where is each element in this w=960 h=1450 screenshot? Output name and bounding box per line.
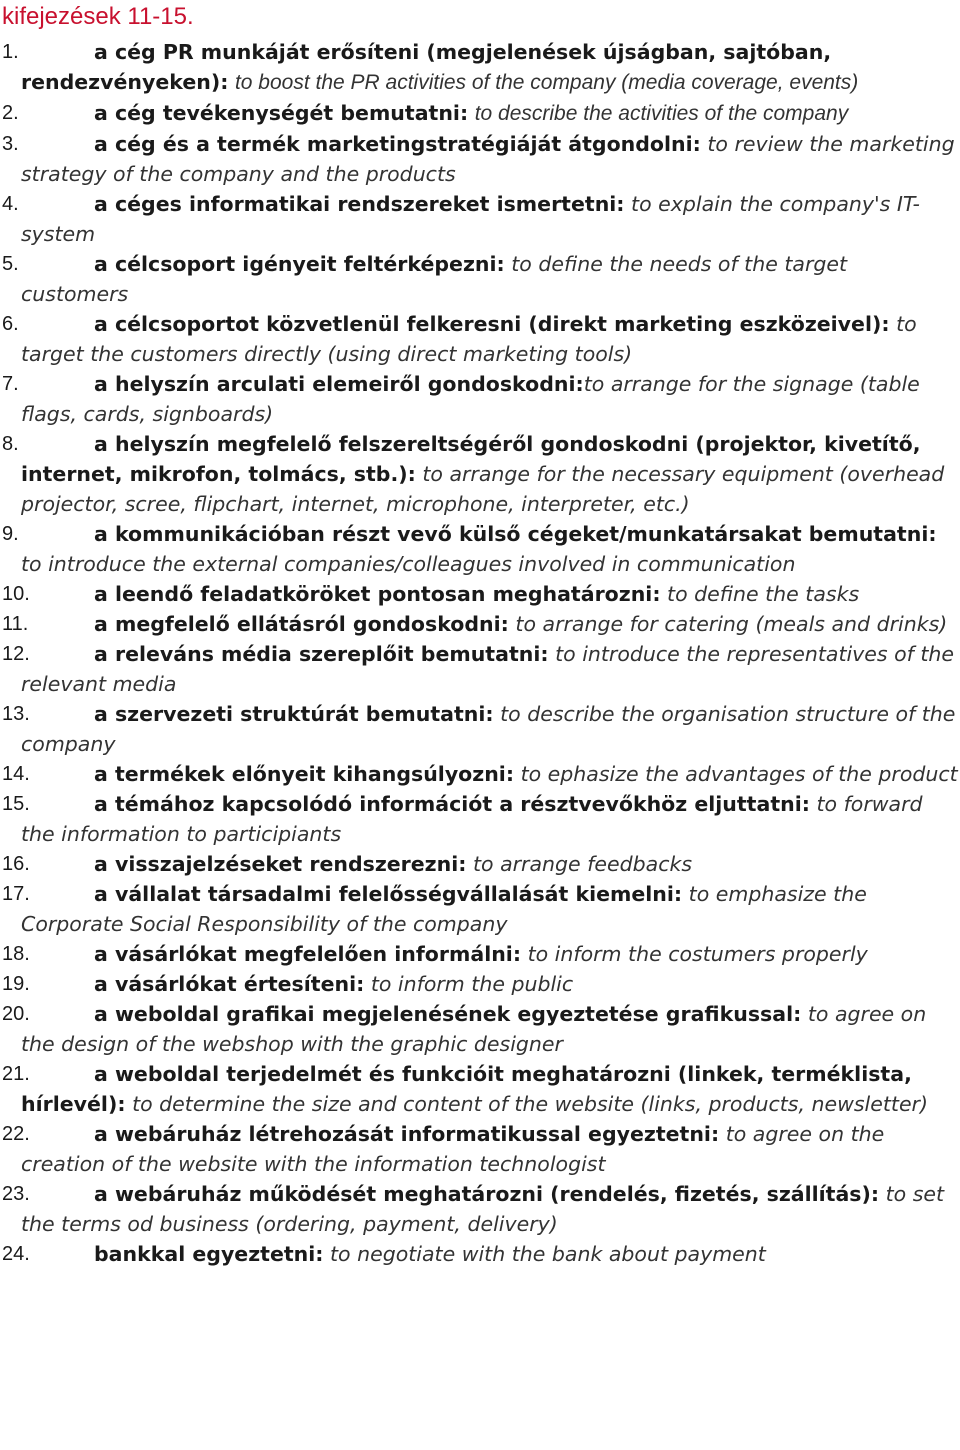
item-number: 10. — [2, 583, 30, 605]
item-number: 8. — [2, 433, 19, 455]
english-translation: to describe the activities of the company — [474, 102, 849, 125]
hungarian-phrase: a helyszín arculati elemeiről gondoskodni: — [94, 372, 584, 396]
hungarian-phrase: a vállalat társadalmi felelősségvállalását kiemelni: — [94, 882, 683, 906]
hungarian-phrase: a helyszín megfelelő felszereltségéről gondoskodni (projektor, kivetítő, internet, mikrofon, tolmács, stb.): — [21, 432, 921, 486]
english-translation: to introduce the external companies/colleagues involved in communication — [21, 552, 796, 576]
english-translation: to define the needs of the target customers — [21, 252, 848, 306]
list-item — [0, 1239, 958, 1269]
list-item — [0, 129, 958, 189]
english-translation: to forward the information to participiants — [21, 792, 923, 846]
english-translation: to introduce the representatives of the relevant media — [21, 642, 955, 696]
item-number: 4. — [2, 193, 19, 215]
hungarian-phrase: a célcsoportot közvetlenül felkeresni (direkt marketing eszközeivel): — [94, 312, 890, 336]
hungarian-phrase: a releváns média szereplőit bemutatni: — [94, 642, 549, 666]
item-number: 23. — [2, 1183, 30, 1205]
english-translation: to agree on the creation of the website with the information technologist — [21, 1122, 885, 1176]
list-item — [0, 519, 958, 579]
hungarian-phrase: a cég tevékenységét bemutatni: — [94, 101, 469, 125]
english-translation: to boost the PR activities of the company (media coverage, events) — [234, 71, 859, 94]
hungarian-phrase: a vásárlókat megfelelően informálni: — [94, 942, 522, 966]
hungarian-phrase: a szervezeti struktúrát bemutatni: — [94, 702, 494, 726]
english-translation: to define the tasks — [667, 582, 860, 606]
list-item — [0, 98, 958, 129]
item-number: 16. — [2, 853, 30, 875]
item-number: 11. — [2, 613, 29, 635]
list-item — [0, 429, 958, 519]
list-item — [0, 609, 958, 639]
list-item — [0, 849, 958, 879]
english-translation: to target the customers directly (using direct marketing tools) — [21, 312, 917, 366]
item-number: 3. — [2, 133, 19, 155]
item-number: 20. — [2, 1003, 30, 1025]
item-number: 6. — [2, 313, 19, 335]
hungarian-phrase: a visszajelzéseket rendszerezni: — [94, 852, 467, 876]
english-translation: to inform the costumers properly — [527, 942, 868, 966]
english-translation: to determine the size and content of the website (links, products, newsletter) — [132, 1092, 928, 1116]
hungarian-phrase: a célcsoport igényeit feltérképezni: — [94, 252, 505, 276]
list-item — [0, 789, 958, 849]
list-item — [0, 369, 958, 429]
phrase-list — [0, 37, 958, 1269]
hungarian-phrase: a céges informatikai rendszereket ismertetni: — [94, 192, 625, 216]
list-item — [0, 249, 958, 309]
list-item — [0, 759, 958, 789]
item-number: 7. — [2, 373, 19, 395]
english-translation: to set the terms od business (ordering, payment, delivery) — [21, 1182, 945, 1236]
list-item — [0, 1119, 958, 1179]
item-number: 14. — [2, 763, 30, 785]
list-item — [0, 969, 958, 999]
english-translation: to explain the company's IT-system — [21, 192, 920, 246]
list-item — [0, 309, 958, 369]
item-number: 2. — [2, 102, 19, 124]
hungarian-phrase: a megfelelő ellátásról gondoskodni: — [94, 612, 509, 636]
list-item — [0, 999, 958, 1059]
item-number: 18. — [2, 943, 30, 965]
english-translation: to emphasize the Corporate Social Responsibility of the company — [21, 882, 867, 936]
item-number: 13. — [2, 703, 30, 725]
item-number: 9. — [2, 523, 19, 545]
hungarian-phrase: a cég PR munkáját erősíteni (megjelenések újságban, sajtóban, rendezvényeken): — [21, 40, 832, 94]
english-translation: to review the marketing strategy of the company and the products — [21, 132, 955, 186]
item-number: 1. — [2, 41, 19, 63]
item-number: 24. — [2, 1243, 30, 1265]
hungarian-phrase: a kommunikációban részt vevő külső cégeket/munkatársakat bemutatni: — [94, 522, 937, 546]
list-item — [0, 1059, 958, 1119]
english-translation: to ephasize the advantages of the product — [520, 762, 958, 786]
item-number: 12. — [2, 643, 30, 665]
item-number: 17. — [2, 883, 30, 905]
item-number: 21. — [2, 1063, 30, 1085]
hungarian-phrase: a webáruház működését meghatározni (rendelés, fizetés, szállítás): — [94, 1182, 880, 1206]
list-item — [0, 879, 958, 939]
english-translation: to describe the organisation structure of the company — [21, 702, 956, 756]
hungarian-phrase: a weboldal grafikai megjelenésének egyeztetése grafikussal: — [94, 1002, 802, 1026]
list-item — [0, 37, 958, 98]
hungarian-phrase: a weboldal terjedelmét és funkcióit meghatározni (linkek, terméklista, hírlevél): — [21, 1062, 912, 1116]
english-translation: to arrange for the signage (table flags, cards, signboards) — [21, 372, 920, 426]
hungarian-phrase: a vásárlókat értesíteni: — [94, 972, 365, 996]
hungarian-phrase: a termékek előnyeit kihangsúlyozni: — [94, 762, 515, 786]
list-item — [0, 699, 958, 759]
list-item — [0, 189, 958, 249]
english-translation: to inform the public — [370, 972, 574, 996]
hungarian-phrase: a témához kapcsolódó információt a résztvevőkhöz eljuttatni: — [94, 792, 810, 816]
hungarian-phrase: a leendő feladatköröket pontosan meghatározni: — [94, 582, 661, 606]
item-number: 19. — [2, 973, 30, 995]
list-item — [0, 639, 958, 699]
item-number: 15. — [2, 793, 30, 815]
item-number: 22. — [2, 1123, 30, 1145]
item-number: 5. — [2, 253, 19, 275]
english-translation: to arrange feedbacks — [472, 852, 693, 876]
english-translation: to negotiate with the bank about payment — [330, 1242, 766, 1266]
hungarian-phrase: a cég és a termék marketingstratégiáját átgondolni: — [94, 132, 701, 156]
english-translation: to arrange for the necessary equipment (overhead projector, scree, flipchart, internet, microphone, interpreter, etc.) — [21, 462, 945, 516]
hungarian-phrase: bankkal egyeztetni: — [94, 1242, 324, 1266]
list-item — [0, 1179, 958, 1239]
hungarian-phrase: a webáruház létrehozását informatikussal egyeztetni: — [94, 1122, 720, 1146]
list-item — [0, 579, 958, 609]
english-translation: to arrange for catering (meals and drinks) — [515, 612, 948, 636]
list-item — [0, 939, 958, 969]
english-translation: to agree on the design of the webshop with the graphic designer — [21, 1002, 927, 1056]
page-title: kifejezések 11-15. — [2, 3, 194, 30]
